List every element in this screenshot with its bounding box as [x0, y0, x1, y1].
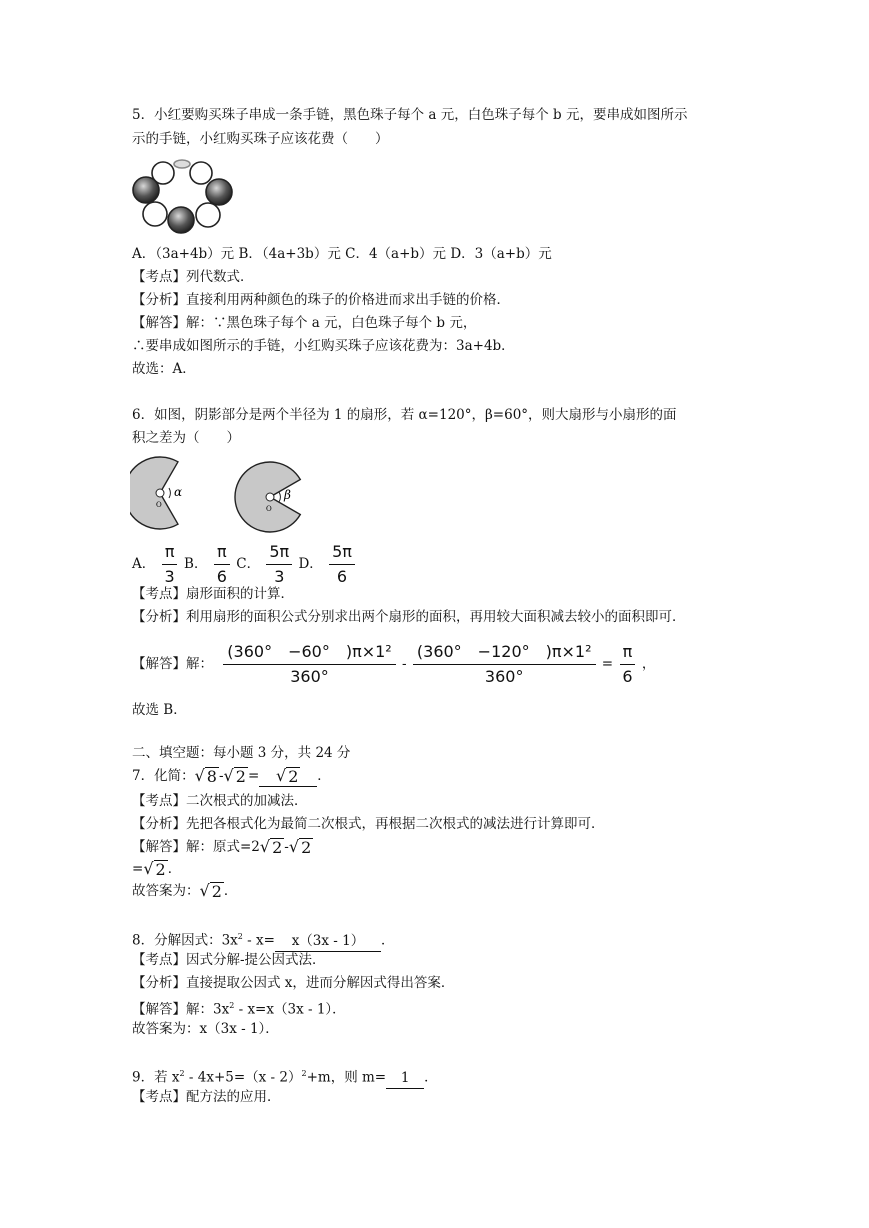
beta-arc	[279, 492, 280, 502]
q6-opt-d-label: D．	[298, 556, 323, 572]
sqrt-2: √ 2	[143, 859, 166, 879]
q7-prefix: 7．化简：	[132, 768, 195, 784]
q7-eq: =	[247, 768, 260, 784]
q8-mid: - x=	[242, 932, 275, 949]
q6-kaodian: 【考点】扇形面积的计算．	[132, 586, 294, 602]
sqrt-2: √ 2	[259, 837, 283, 857]
q5-options: A．（3a+4b）元 B．（4a+3b）元 C．4（a+b）元 D．3（a+b）元	[132, 246, 552, 262]
clasp	[174, 160, 190, 168]
q9-stem	[132, 1064, 438, 1089]
black-bead	[168, 207, 194, 233]
q9-answer-blank: 1	[386, 1068, 424, 1089]
q9-c: +m，则 m=	[306, 1069, 387, 1086]
alpha-label: α	[174, 485, 183, 499]
q6-opt-c-label: C．	[236, 556, 261, 572]
bracelet-figure	[130, 155, 235, 235]
q5-jieda-line1: 【解答】解：∵黑色珠子每个 a 元，白色珠子每个 b 元，	[132, 315, 477, 331]
q7-answer-blank: √ 2	[259, 766, 317, 787]
q8-jieda-a: 【解答】解：3x	[132, 1001, 230, 1018]
sqrt-2: √ 2	[288, 837, 312, 857]
q6-stem-line1: 6．如图，阴影部分是两个半径为 1 的扇形，若 α=120°，β=60°，则大扇形与小扇形的面	[132, 407, 677, 423]
q9-sup2: 2	[301, 1069, 307, 1078]
beta-label: β	[284, 488, 291, 502]
q8-jieda	[132, 996, 346, 1020]
q9-a: 9．若 x	[132, 1069, 180, 1086]
q6-opt-c-fraction: $\frac{5\pi}{3}$	[266, 540, 292, 589]
black-bead	[206, 179, 232, 205]
q7-jieda-minus: -	[284, 839, 289, 855]
center-o1	[156, 489, 164, 497]
q6-opt-d-fraction: $\frac{5\pi}{6}$	[329, 540, 355, 589]
q6-answer: 故选 B．	[132, 702, 187, 718]
white-bead	[143, 202, 167, 226]
q7-jieda-line1	[132, 837, 313, 857]
q7-jieda-prefix: 【解答】解：原式=2	[132, 839, 260, 855]
q5-fenxi: 【分析】直接利用两种颜色的珠子的价格进而求出手链的价格．	[132, 292, 510, 308]
center-o2	[266, 493, 274, 501]
q6-jieda	[132, 640, 655, 689]
q6-opt-b-fraction: $\frac{\pi}{6}$	[214, 540, 230, 589]
q7-line2-eq: =	[132, 861, 144, 877]
sqrt-2: √ 2	[199, 881, 222, 901]
q6-opt-a-fraction: $\frac{\pi}{3}$	[162, 540, 178, 589]
q5-stem-line1: 5．小红要购买珠子串成一条手链，黑色珠子每个 a 元，白色珠子每个 b 元，要串成如图所示	[132, 107, 688, 123]
q6-formula-frac1: $\frac{\text{(360° −60° )π×1²}}{360^\circ}$	[223, 640, 395, 689]
q6-formula-comma: ，	[641, 656, 656, 672]
q7-line2-end: ．	[167, 861, 182, 877]
sectors-figure	[130, 455, 350, 537]
q8-sup: 2	[237, 932, 243, 941]
q6-formula-result: $\frac{\pi}{6}$	[619, 640, 635, 689]
alpha-arc	[169, 488, 170, 498]
q6-fenxi: 【分析】利用扇形的面积公式分别求出两个扇形的面积，再用较大面积减去较小的面积即可．	[132, 609, 686, 625]
q8-jieda-b: - x=x（3x - 1）．	[234, 1001, 346, 1018]
q7-kaodian: 【考点】二次根式的加减法．	[132, 793, 308, 809]
q7-answer	[132, 881, 237, 901]
q9-kaodian: 【考点】配方法的应用．	[132, 1089, 281, 1105]
q6-jieda-prefix: 【解答】解：	[132, 656, 213, 672]
q6-formula-minus: -	[402, 656, 407, 672]
q5-answer: 故选：A．	[132, 361, 196, 377]
white-bead	[190, 162, 212, 184]
q5-stem-line2: 示的手链，小红购买珠子应该花费（ ）	[132, 131, 389, 147]
q8-stem	[132, 927, 394, 952]
q5-kaodian: 【考点】列代数式．	[132, 269, 254, 285]
q7-end: ．	[317, 768, 331, 784]
q6-stem-line2: 积之差为（ ）	[132, 430, 240, 446]
q7-answer-prefix: 故答案为：	[132, 883, 200, 899]
q9-b: - 4x+5=（x - 2）	[184, 1069, 302, 1086]
q6-opt-b-label: B．	[184, 556, 208, 572]
section-title: 二、填空题：每小题 3 分，共 24 分	[132, 745, 351, 761]
q8-kaodian: 【考点】因式分解-提公因式法．	[132, 952, 326, 968]
q8-jieda-sup: 2	[229, 1001, 235, 1010]
q6-opt-a-label: A．	[132, 556, 156, 572]
q9-end: ．	[424, 1069, 438, 1086]
q6-options	[132, 540, 357, 589]
q8-end: ．	[380, 932, 395, 949]
o2-label: O	[266, 505, 272, 513]
q7-minus: -	[218, 768, 224, 784]
sqrt-2: √ 2	[223, 766, 246, 786]
q7-jieda-line2	[132, 859, 181, 879]
q7-fenxi: 【分析】先把各根式化为最简二次根式，再根据二次根式的减法进行计算即可．	[132, 816, 605, 832]
o1-label: O	[156, 501, 162, 509]
q8-fenxi: 【分析】直接提取公因式 x，进而分解因式得出答案．	[132, 975, 455, 991]
q9-sup1: 2	[179, 1069, 185, 1078]
white-bead	[196, 203, 220, 227]
q7-stem	[132, 766, 331, 787]
black-bead	[133, 177, 159, 203]
q5-jieda-line2: ∴要串成如图所示的手链，小红购买珠子应该花费为：3a+4b．	[132, 338, 515, 354]
q6-formula-eq: =	[601, 656, 614, 672]
q6-formula-frac2: $\frac{\text{(360° −120° )π×1²}}{360^\circ}$	[413, 640, 596, 689]
q8-answer: 故答案为：x（3x - 1）．	[132, 1021, 279, 1037]
q8-prefix: 8．分解因式：3x	[132, 932, 238, 949]
q7-answer-end: ．	[223, 883, 238, 899]
q8-answer-blank: x（3x - 1）	[275, 931, 381, 952]
sqrt-8: √ 8	[194, 766, 217, 786]
